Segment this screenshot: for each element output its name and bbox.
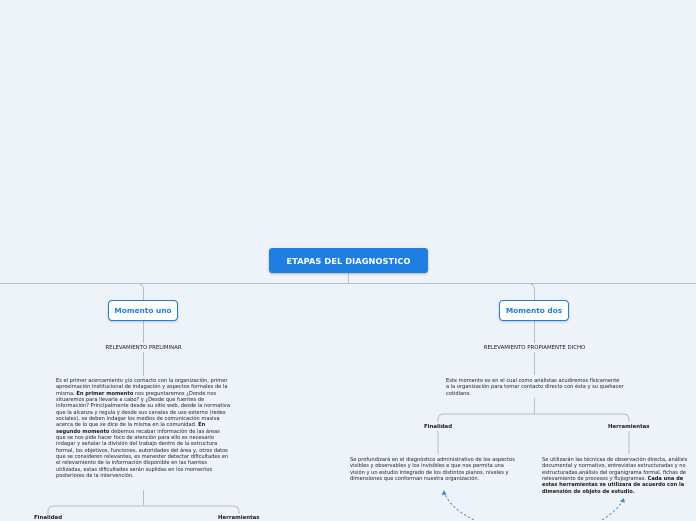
connector-uno-branch-rail [48, 506, 239, 514]
momento-uno-text-2: nos preguntaremos ¿Donde nos situaremos para llevarla a cabo? y ¿Desde que fuentes de información? Principalmente desde su sitio web, desde la normativa que la alcanza y regula y desde sus canales de uso externo (redes sociales), se deben indagar los medios de comunicación masiva acerca de lo que se dice de la misma en la comunidad. [56, 390, 230, 429]
momento-dos-subtitle[interactable]: RELEVAMIENTO PROPIAMENTE DICHO [483, 345, 586, 351]
dashed-relation-right [602, 500, 623, 520]
root-topic[interactable]: ETAPAS DEL DIAGNOSTICO [269, 248, 428, 273]
momento-uno-subtitle[interactable]: RELEVAMIENTO PRELIMINAR [105, 345, 182, 351]
momento-dos-topic[interactable]: Momento dos [499, 300, 569, 321]
connector-to-momento-uno [137, 284, 144, 301]
momento-dos-description[interactable]: Este momento es en el cual como analistas acudiremos físicamente a la organización para tomar contacto directo con ésta y su quehacer cotidiano. [446, 378, 624, 397]
momento-uno-description[interactable] [56, 378, 231, 480]
herramientas-text: Se utilizarán las técnicas de observación directa, análisis documental y normativo, entrevistas estructuradas y no estructuradas,análisis del organigrama formal, fichas de relevamiento de procesos y flujogramas. [542, 457, 688, 483]
herramientas-bold: Cada una de estas herramientas se utilizara de acuerdo con la dimensión de objeto de estudio. [542, 476, 685, 495]
momento-uno-topic[interactable]: Momento uno [108, 300, 178, 321]
momento-dos-herramientas[interactable]: Herramientas [608, 424, 650, 430]
momento-uno-herramientas[interactable]: Herramientas [218, 515, 260, 521]
momento-uno-bold-1: En primer momento [76, 390, 134, 397]
momento-dos-finalidad[interactable]: Finalidad [424, 424, 453, 430]
momento-dos-finalidad-text[interactable]: Se profundizará en el diagnóstico administrativo de los aspectos visibles y observables y los invisibles e que nos permita una visión y un estudio integrado de los distintos planos, niveles y dimensiones que conforman nuestra organización. [350, 457, 515, 483]
momento-uno-text-3: debemos recabar información de las áreas que se nos pide hacer foco de atención para ello es necesario indagar y señalar la división del trabajo dentro de la estructura formal, los objetivos, funciones, autoridades del área y, otros datos que se consideren relevantes, es menester detectar dificultades en el relevamiento de la información disponible en las fuentes utilizadas, estas dificultades serán suplidas en los momentos posteriores de la intervención. [56, 428, 229, 480]
connector-dos-branch-rail [438, 414, 629, 422]
connector-to-momento-dos [528, 284, 535, 301]
momento-uno-bold-2: En segundo momento [56, 422, 206, 435]
dashed-relation-left-arrow [442, 490, 447, 495]
momento-uno-text-1: Es el primer acercamiento y/o contacto con la organización, primer aproximación institucional de indagación y aspectos formales de la misma. [56, 378, 228, 397]
dashed-relation-left [444, 492, 474, 520]
momento-dos-herramientas-text[interactable] [542, 457, 696, 495]
momento-uno-finalidad[interactable]: Finalidad [34, 515, 63, 521]
